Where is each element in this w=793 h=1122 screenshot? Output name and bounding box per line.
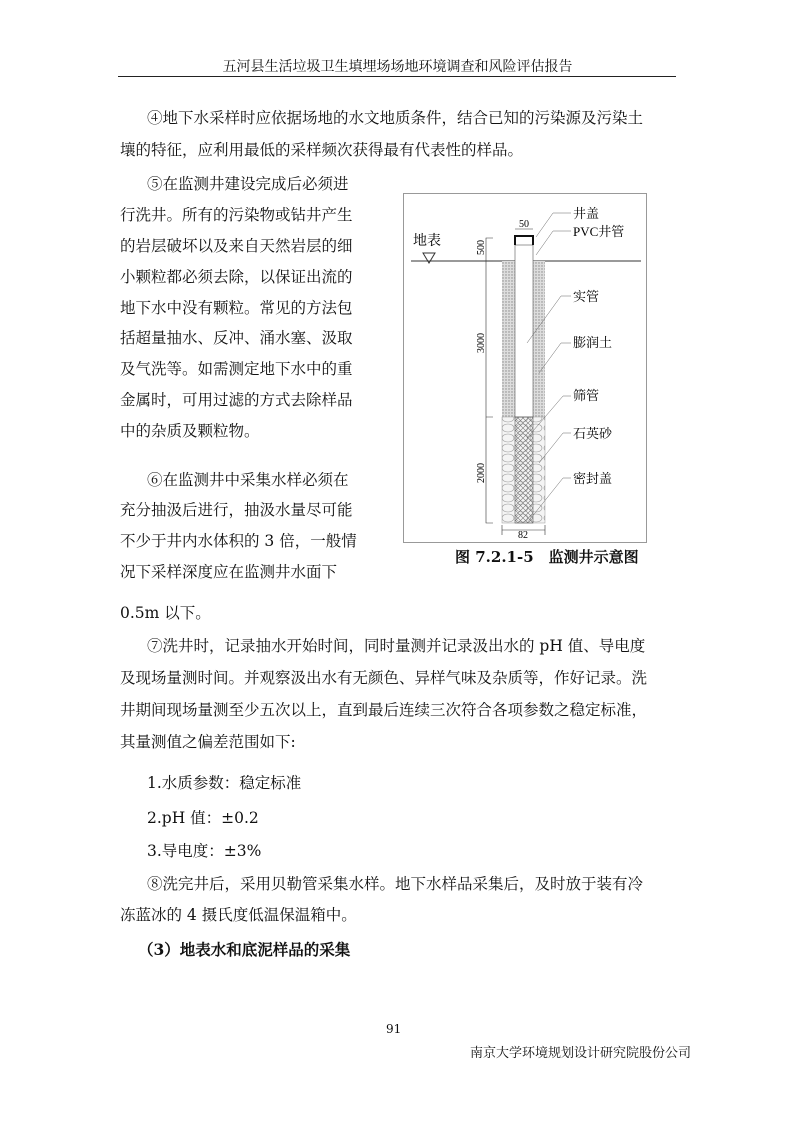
label-bentonite: 膨润土 bbox=[573, 335, 613, 350]
svg-text:500: 500 bbox=[476, 240, 487, 255]
text-line: 金属时，可用过滤的方式去除样品 bbox=[120, 391, 353, 409]
label-seal-cap: 密封盖 bbox=[573, 471, 613, 486]
solid-pipe bbox=[515, 245, 533, 417]
page-number: 91 bbox=[386, 1022, 402, 1036]
text-line: 壤的特征，应利用最低的采样频次获得最有代表性的样品。 bbox=[120, 141, 524, 159]
text-line: 地下水中没有颗粒。常见的方法包 bbox=[120, 299, 353, 317]
text-line: 充分抽汲后进行，抽汲水量尽可能 bbox=[120, 501, 353, 519]
text-line: 1.水质参数：稳定标准 bbox=[147, 774, 302, 792]
monitoring-well-diagram bbox=[403, 193, 647, 543]
text-line: 0.5m 以下。 bbox=[120, 604, 211, 622]
text-line: 井期间现场量测至少五次以上，直到最后连续三次符合各项参数之稳定标准， bbox=[120, 701, 648, 719]
depth-dimension bbox=[486, 238, 493, 523]
text-line: ④地下水采样时应依据场地的水文地质条件，结合已知的污染源及污染土 bbox=[147, 109, 644, 127]
well-cap bbox=[515, 236, 533, 245]
text-line: 及现场量测时间。并观察汲出水有无颜色、异样气味及杂质等，作好记录。洗 bbox=[120, 669, 648, 687]
text-line: 不少于井内水体积的 3 倍，一般情 bbox=[120, 532, 357, 550]
text-line: 况下采样深度应在监测井水面下 bbox=[120, 563, 338, 581]
text-line: 行洗井。所有的污染物或钻井产生 bbox=[120, 206, 353, 224]
text-line: ⑤在监测井建设完成后必须进 bbox=[147, 175, 349, 193]
text-line: ⑦洗井时，记录抽水开始时间，同时量测并记录汲出水的 pH 值、导电度 bbox=[147, 637, 646, 655]
text-line: 的岩层破坏以及来自天然岩层的细 bbox=[120, 237, 353, 255]
svg-text:2000: 2000 bbox=[476, 463, 487, 483]
svg-text:3000: 3000 bbox=[476, 333, 487, 353]
ground-label: 地表 bbox=[413, 234, 441, 249]
text-line: 小颗粒都必须去除，以保证出流的 bbox=[120, 268, 353, 286]
page-header: 五河县生活垃圾卫生填埋场场地环境调查和风险评估报告 bbox=[222, 59, 573, 75]
text-line: ⑧洗完井后，采用贝勒管采集水样。地下水样品采集后，及时放于装有冷 bbox=[147, 875, 644, 893]
text-line: ⑥在监测井中采集水样必须在 bbox=[147, 471, 349, 489]
label-pvc-pipe: PVC井管 bbox=[573, 224, 625, 239]
text-line: 3.导电度：±3% bbox=[147, 842, 262, 860]
svg-text:82: 82 bbox=[518, 530, 528, 541]
label-well-cap: 井盖 bbox=[573, 206, 600, 221]
section-heading: （3）地表水和底泥样品的采集 bbox=[138, 940, 351, 959]
footer-organization: 南京大学环境规划设计研究院股份公司 bbox=[470, 1046, 692, 1061]
text-line: 括超量抽水、反冲、涌水塞、汲取 bbox=[120, 329, 353, 347]
text-line: 其量测值之偏差范围如下: bbox=[120, 733, 296, 751]
header-divider bbox=[118, 76, 676, 77]
label-screen-pipe: 筛管 bbox=[573, 388, 600, 403]
label-solid-pipe: 实管 bbox=[573, 289, 600, 304]
screen-pipe bbox=[515, 417, 533, 523]
svg-text:50: 50 bbox=[519, 219, 529, 230]
text-line: 中的杂质及颗粒物。 bbox=[120, 422, 260, 440]
figure-caption: 图 7.2.1-5 监测井示意图 bbox=[455, 548, 639, 566]
label-quartz-sand: 石英砂 bbox=[573, 426, 613, 441]
text-line: 冻蓝冰的 4 摄氏度低温保温箱中。 bbox=[120, 906, 357, 924]
text-line: 2.pH 值：±0.2 bbox=[147, 809, 259, 827]
text-line: 及气洗等。如需测定地下水中的重 bbox=[120, 360, 353, 378]
